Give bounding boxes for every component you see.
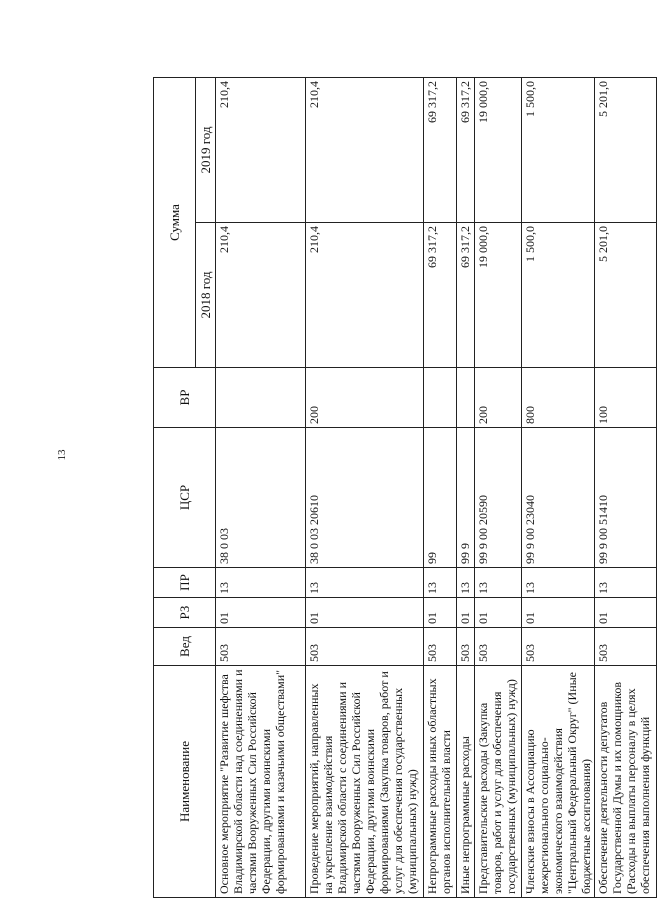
cell-sum-2019: 19 000,0 bbox=[475, 77, 522, 222]
header-name: Наименование bbox=[154, 665, 216, 897]
cell-sum-2019: 5 201,0 bbox=[595, 77, 657, 222]
cell-pr: 13 bbox=[216, 567, 306, 597]
cell-sum-2019: 210,4 bbox=[306, 77, 424, 222]
cell-ved: 503 bbox=[522, 627, 595, 665]
cell-pr: 13 bbox=[475, 567, 522, 597]
cell-name: Проведение мероприятий, направленных на укрепление взаимодействия Владимирской области с соединениями и частями Вооруженных Сил Российской Федерации, другими воинскими формированиями (Закупка товаров, работ и услуг для обеспечения государственных (муниципальных) нужд) bbox=[306, 665, 424, 897]
cell-csr: 99 9 00 23040 bbox=[522, 427, 595, 567]
cell-csr: 38 0 03 20610 bbox=[306, 427, 424, 567]
budget-table bbox=[153, 77, 657, 898]
cell-csr: 99 bbox=[424, 427, 457, 567]
rotated-table-wrapper bbox=[153, 78, 652, 898]
cell-name: Представительские расходы (Закупка товаров, работ и услуг для обеспечения государственных (муниципальных) нужд) bbox=[475, 665, 522, 897]
cell-vr: 800 bbox=[522, 367, 595, 427]
cell-sum-2019: 69 317,2 bbox=[457, 77, 475, 222]
cell-csr: 99 9 bbox=[457, 427, 475, 567]
table-row bbox=[424, 77, 457, 897]
cell-vr: 100 bbox=[595, 367, 657, 427]
cell-rz: 01 bbox=[216, 597, 306, 627]
cell-pr: 13 bbox=[595, 567, 657, 597]
cell-ved: 503 bbox=[216, 627, 306, 665]
cell-sum-2018: 19 000,0 bbox=[475, 222, 522, 367]
cell-sum-2019: 210,4 bbox=[216, 77, 306, 222]
header-ved: Вед bbox=[154, 627, 216, 665]
table-row bbox=[475, 77, 522, 897]
cell-csr: 99 9 00 51410 bbox=[595, 427, 657, 567]
cell-rz: 01 bbox=[457, 597, 475, 627]
table-row bbox=[306, 77, 424, 897]
cell-rz: 01 bbox=[424, 597, 457, 627]
cell-vr bbox=[457, 367, 475, 427]
cell-sum-2018: 69 317,2 bbox=[424, 222, 457, 367]
cell-name: Непрограммные расходы иных областных органов исполнительной власти bbox=[424, 665, 457, 897]
header-csr: ЦСР bbox=[154, 427, 216, 567]
page-number: 13 bbox=[56, 449, 68, 461]
cell-ved: 503 bbox=[475, 627, 522, 665]
header-year-2018: 2018 год bbox=[196, 222, 216, 367]
header-vr: ВР bbox=[154, 367, 216, 427]
cell-pr: 13 bbox=[522, 567, 595, 597]
header-year-2019: 2019 год bbox=[196, 77, 216, 222]
cell-vr: 200 bbox=[475, 367, 522, 427]
cell-pr: 13 bbox=[424, 567, 457, 597]
table-header-row bbox=[154, 77, 196, 897]
cell-sum-2018: 5 201,0 bbox=[595, 222, 657, 367]
cell-ved: 503 bbox=[595, 627, 657, 665]
cell-rz: 01 bbox=[475, 597, 522, 627]
cell-pr: 13 bbox=[457, 567, 475, 597]
header-pr: ПР bbox=[154, 567, 216, 597]
header-rz: РЗ bbox=[154, 597, 216, 627]
cell-sum-2018: 69 317,2 bbox=[457, 222, 475, 367]
cell-vr bbox=[424, 367, 457, 427]
cell-pr: 13 bbox=[306, 567, 424, 597]
cell-name: Обеспечение деятельности депутатов Государственной Думы и их помощников (Расходы на выплаты персоналу в целях обеспечения выполнения функций bbox=[595, 665, 657, 897]
cell-ved: 503 bbox=[457, 627, 475, 665]
cell-sum-2018: 1 500,0 bbox=[522, 222, 595, 367]
cell-name: Иные непрограммные расходы bbox=[457, 665, 475, 897]
cell-sum-2019: 1 500,0 bbox=[522, 77, 595, 222]
cell-vr bbox=[216, 367, 306, 427]
table-row bbox=[216, 77, 306, 897]
table-row bbox=[457, 77, 475, 897]
header-sum: Сумма bbox=[154, 77, 196, 367]
cell-name: Основное мероприятие "Развитие шефства Владимирской области над соединениями и частями Вооруженных Сил Российской Федерации, другими воинскими формированиями и казачьими обществами" bbox=[216, 665, 306, 897]
cell-csr: 38 0 03 bbox=[216, 427, 306, 567]
cell-ved: 503 bbox=[424, 627, 457, 665]
cell-sum-2018: 210,4 bbox=[216, 222, 306, 367]
cell-csr: 99 9 00 20590 bbox=[475, 427, 522, 567]
table-row bbox=[595, 77, 657, 897]
cell-sum-2019: 69 317,2 bbox=[424, 77, 457, 222]
cell-ved: 503 bbox=[306, 627, 424, 665]
cell-rz: 01 bbox=[522, 597, 595, 627]
cell-sum-2018: 210,4 bbox=[306, 222, 424, 367]
cell-rz: 01 bbox=[306, 597, 424, 627]
cell-vr: 200 bbox=[306, 367, 424, 427]
cell-name: Членские взносы в Ассоциацию межрегионального социально-экономического взаимодействия "Центральный Федеральный Округ" (Иные бюджетные ассигнования) bbox=[522, 665, 595, 897]
table-row bbox=[522, 77, 595, 897]
cell-rz: 01 bbox=[595, 597, 657, 627]
